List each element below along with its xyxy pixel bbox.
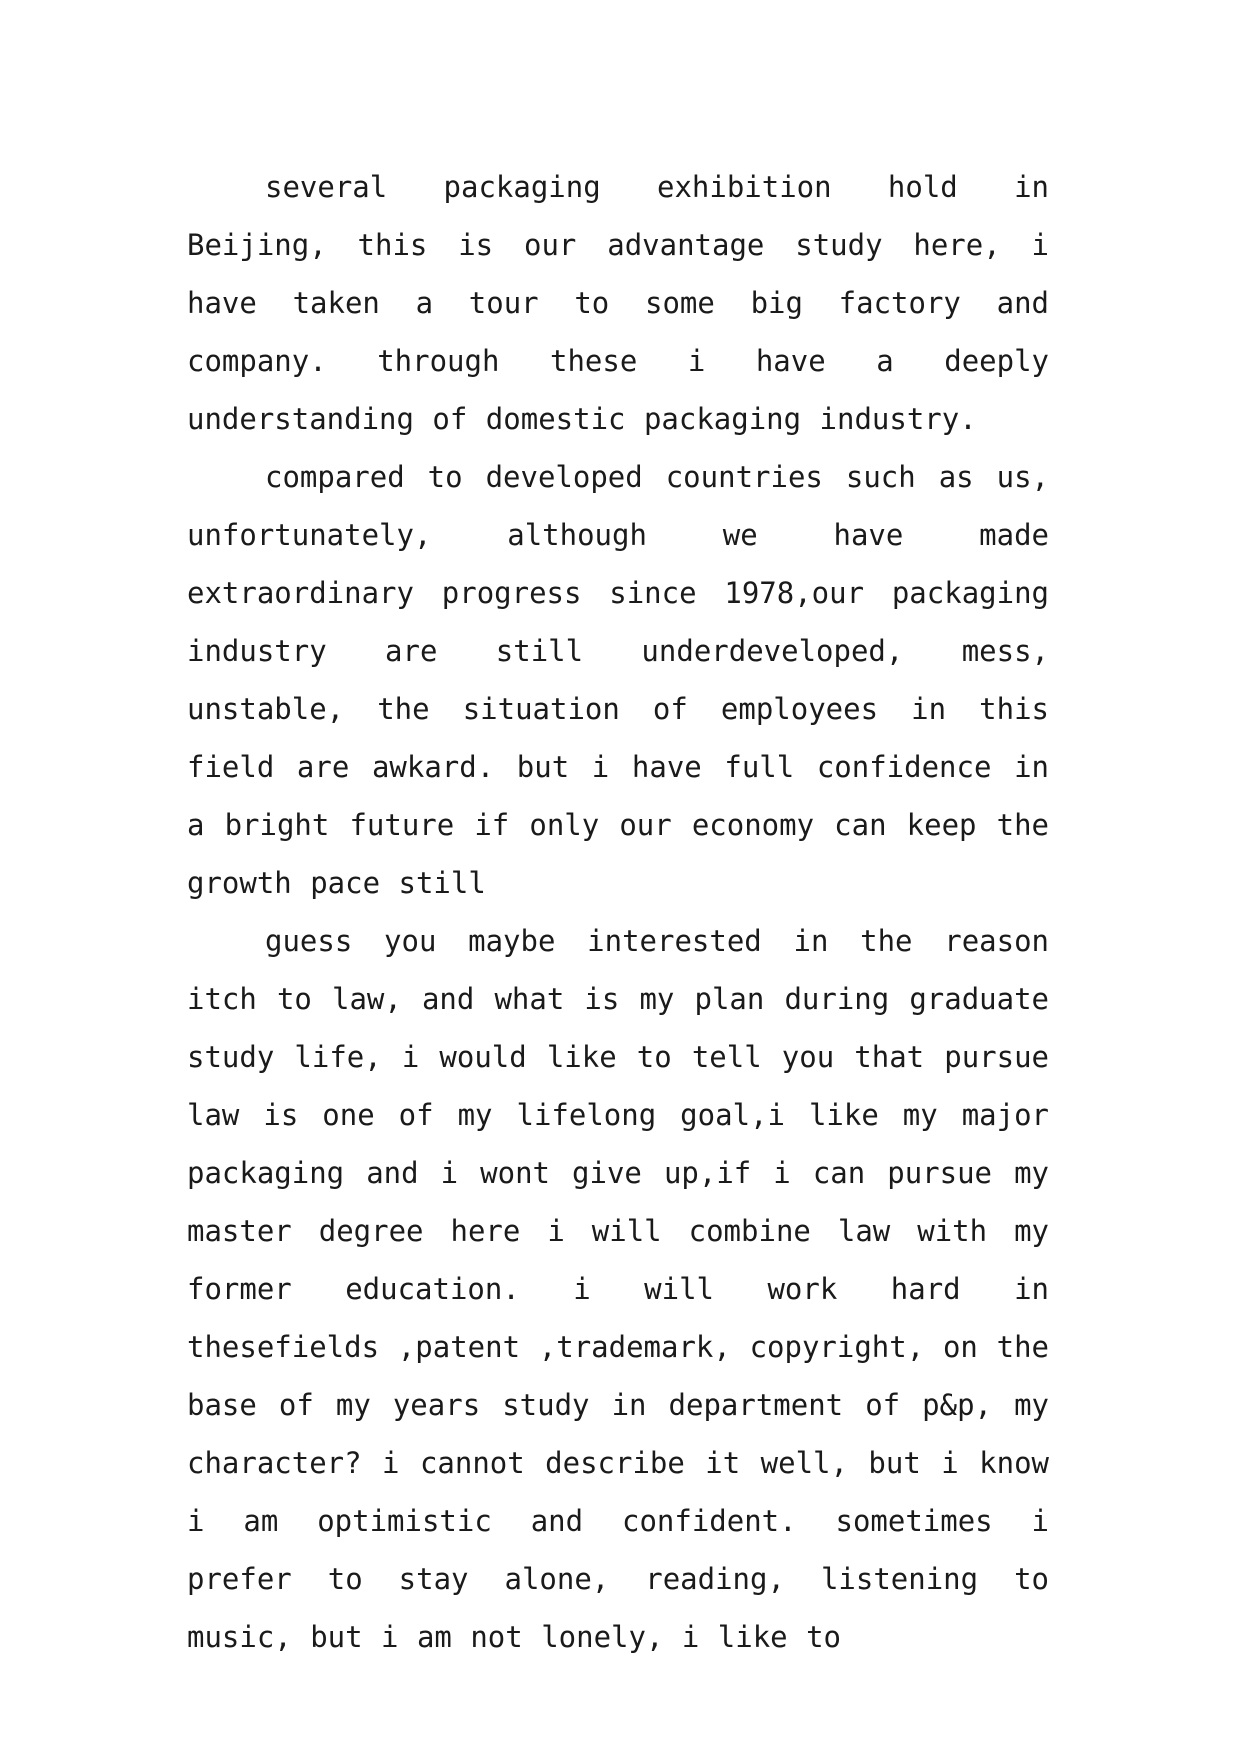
paragraph-3: guess you maybe interested in the reason itch to law, and what is my plan during graduate study life, i would like to tell you that pursue law is one of my lifelong goal,i like my major packaging and i wont give up,if i can pursue my master degree here i will combine law with my former education. i will work hard in thesefields ,patent ,trademark, copyright, on the base of my years study in department of p&p, my character? i cannot describe it well, but i know i am optimistic and confident. sometimes i prefer to stay alone, reading, listening to music, but i am not lonely, i like to	[187, 924, 1049, 1654]
document-body	[187, 158, 1049, 1666]
paragraph-2: compared to developed countries such as us, unfortunately, although we have made extraordinary progress since 1978,our packaging industry are still underdeveloped, mess, unstable, the situation of employees in this field are awkard. but i have full confidence in a bright future if only our economy can keep the growth pace still	[187, 460, 1049, 900]
paragraph-1: several packaging exhibition hold in Beijing, this is our advantage study here, i have taken a tour to some big factory and company. through these i have a deeply understanding of domestic packaging industry.	[187, 170, 1049, 436]
